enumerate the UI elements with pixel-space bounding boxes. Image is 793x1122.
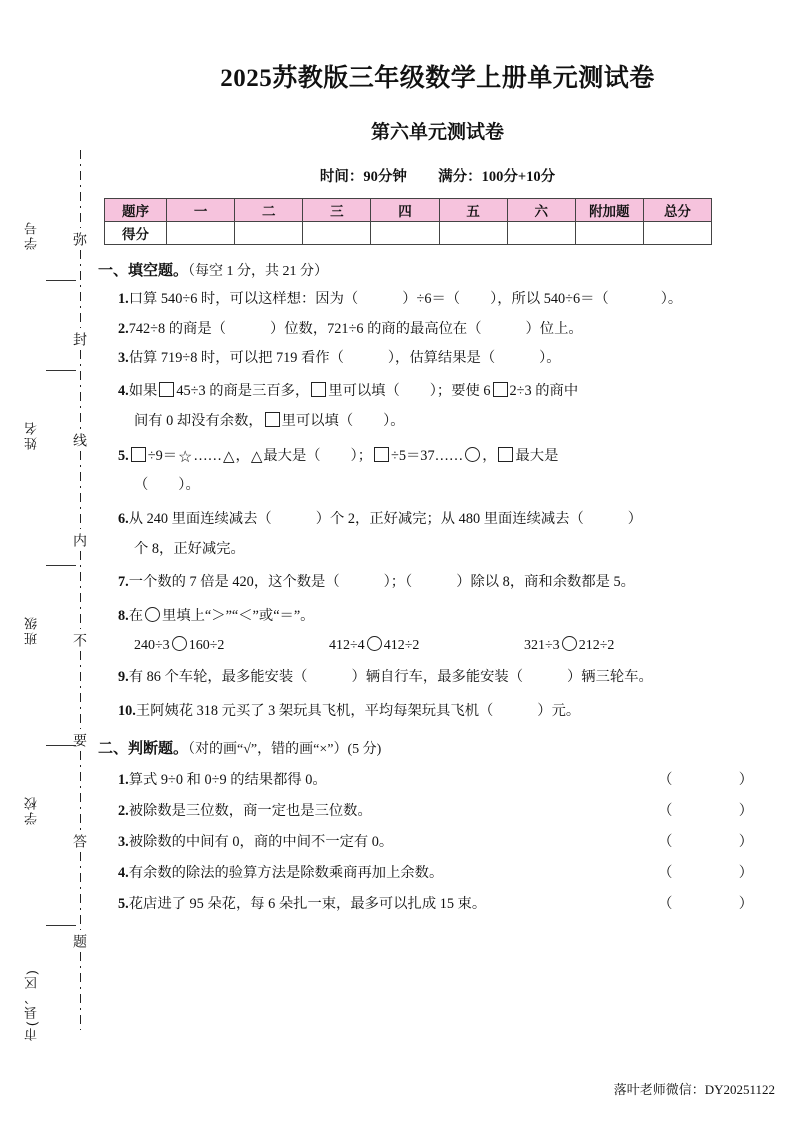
question-4-text-f: 间有 0 却没有余数，: [134, 412, 263, 429]
question-6-text-d: 个 8，正好减完。: [134, 540, 245, 557]
circle-icon[interactable]: [367, 636, 382, 651]
tf-item-2: [118, 800, 779, 820]
table-row-header: [105, 199, 712, 222]
seal-char-5: 要: [72, 733, 88, 748]
triangle-icon: △: [250, 448, 263, 465]
circle-icon: [465, 447, 480, 462]
question-5-text-a: ÷9＝: [147, 447, 178, 464]
comparison-3-left: 321÷3: [524, 637, 560, 653]
question-10: [118, 701, 779, 722]
question-1-text-d: ）。: [660, 291, 683, 307]
question-3-number: 3.: [118, 350, 129, 367]
section-heading-true-false: [98, 737, 779, 758]
section-two-title: 二、判断题。: [98, 741, 189, 758]
answer-box-icon[interactable]: [374, 447, 389, 462]
score-cell-4[interactable]: [371, 222, 439, 245]
student-info-labels: [22, 0, 56, 1122]
question-3-text-b: ），估算结果是（: [387, 350, 496, 367]
seal-char-3: 内: [72, 532, 88, 547]
tf-item-1-text: 算式 9÷0 和 0÷9 的结果都得 0。: [128, 772, 327, 789]
question-4-text-a: 如果: [128, 383, 158, 400]
question-5-text-g: ，: [482, 447, 497, 464]
tf-item-3: [118, 831, 779, 851]
section-two-points: （对的画“√”，错的画“×”）(5 分): [188, 742, 382, 758]
score-table-col-6: 六: [507, 199, 575, 222]
comparison-1-right: 160÷2: [188, 637, 225, 653]
question-4-line-1: [118, 381, 779, 402]
seal-label-shixianqu: 市(县、区): [24, 968, 39, 1042]
question-6-line-1: [118, 509, 779, 530]
score-table-col-bonus: 附加题: [575, 199, 643, 222]
score-cell-1[interactable]: [167, 222, 235, 245]
question-7-text-b: ）；（: [383, 574, 413, 591]
question-9-text-a: 有 86 个车轮，最多能安装（: [128, 668, 308, 685]
question-6-text-a: 从 240 里面连续减去（: [128, 511, 272, 528]
question-1-text-b: ）÷6＝（: [402, 291, 461, 307]
answer-box-icon[interactable]: [493, 382, 508, 397]
comparison-2-left: 412÷4: [329, 637, 365, 653]
sealing-dashed-line: [70, 150, 90, 1030]
seal-char-2: 线: [72, 432, 88, 447]
tf-item-1-answer[interactable]: （ ）: [658, 772, 779, 789]
time-limit-label: 时间：90分钟: [319, 169, 407, 185]
tf-item-5-answer[interactable]: （ ）: [658, 896, 779, 913]
question-8-text-b: 里填上“＞”“＜”或“＝”。: [162, 608, 315, 625]
answer-box-icon[interactable]: [131, 447, 146, 462]
question-5-text-d: 最大是（: [263, 447, 321, 464]
question-6-text-c: ）: [627, 511, 643, 528]
question-7: [118, 572, 779, 593]
seal-label-xuexiao: 学校: [24, 795, 39, 825]
seal-label-xuehao: 学号: [24, 220, 39, 250]
seal-char-1: 封: [72, 332, 88, 347]
section-heading-fill-blank: [98, 259, 779, 280]
question-3-text-c: ）。: [539, 350, 561, 367]
score-table-row-label-1: 得分: [105, 222, 167, 245]
exam-meta: [96, 144, 779, 186]
seal-char-4: 不: [72, 633, 88, 648]
score-table-col-1: 一: [167, 199, 235, 222]
tf-item-1: [118, 769, 779, 789]
comparison-2: [329, 636, 524, 654]
answer-box-icon[interactable]: [159, 382, 174, 397]
seal-label-xingming: 姓名: [24, 420, 39, 450]
question-9-number: 9.: [118, 668, 129, 685]
score-table-col-4: 四: [371, 199, 439, 222]
tf-item-3-text: 被除数的中间有 0，商的中间不一定有 0。: [128, 834, 394, 851]
tf-item-4-number: 4.: [118, 865, 129, 882]
question-6-number: 6.: [118, 511, 129, 528]
question-1-text-c: ），所以 540÷6＝（: [490, 291, 609, 307]
question-4-line-2: [134, 411, 779, 432]
question-8-number: 8.: [118, 608, 129, 625]
question-5-number: 5.: [118, 447, 129, 464]
score-cell-6[interactable]: [507, 222, 575, 245]
question-2: [118, 319, 779, 340]
footer-watermark: 落叶老师微信：DY20251122: [613, 1082, 775, 1097]
section-one-points: （每空 1 分，共 21 分）: [188, 264, 329, 279]
question-1: [118, 289, 779, 310]
question-5-text-b: ……: [193, 447, 222, 464]
question-8-text-a: 在: [128, 608, 144, 625]
question-5-text-e: ）；: [350, 447, 372, 464]
table-row-scores: [105, 222, 712, 245]
question-8-comparison-row: [134, 636, 779, 654]
score-table: [104, 198, 712, 245]
question-5-text-h: 最大是: [515, 447, 559, 464]
question-1-text-a: 口算 540÷6 时，可以这样想：因为（: [128, 291, 359, 307]
comparison-3: [524, 636, 719, 654]
question-7-text-c: ）除以 8，商和余数都是 5。: [456, 574, 635, 591]
tf-item-2-number: 2.: [118, 803, 129, 820]
tf-item-2-answer[interactable]: （ ）: [658, 803, 779, 820]
tf-item-3-answer[interactable]: （ ）: [658, 834, 779, 851]
question-3-text-a: 估算 719÷8 时，可以把 719 看作（: [128, 350, 344, 367]
question-4-text-c: 里可以填（: [328, 383, 400, 400]
score-table-row-label-0: 题序: [105, 199, 167, 222]
question-9-text-c: ）辆三轮车。: [567, 668, 653, 685]
question-10-text-b: ）元。: [537, 702, 581, 719]
star-icon: ☆: [178, 448, 193, 466]
seal-label-banji: 班级: [24, 615, 39, 645]
question-5-text-i: （: [134, 477, 149, 494]
answer-box-icon[interactable]: [311, 382, 326, 397]
question-2-text-a: 742÷8 的商是（: [128, 320, 226, 337]
question-2-text-b: ）位数，721÷6 的商的最高位在（: [269, 320, 482, 337]
tf-item-4: [118, 862, 779, 882]
comparison-3-right: 212÷2: [578, 637, 615, 653]
score-cell-3[interactable]: [303, 222, 371, 245]
section-one-title: 一、填空题。: [98, 263, 189, 279]
seal-char-7: 题: [72, 933, 88, 948]
question-8: [118, 606, 779, 627]
circle-icon: [145, 607, 160, 622]
full-score-label: 满分：100分+10分: [438, 169, 556, 185]
question-4-text-e: 2÷3 的商中: [509, 383, 579, 400]
question-4-text-b: 45÷3 的商是三百多，: [176, 383, 310, 400]
tf-item-4-text: 有余数的除法的验算方法是除数乘商再加上余数。: [128, 865, 444, 882]
page-title: 2025苏教版三年级数学上册单元测试卷: [220, 65, 655, 92]
tf-item-5-text: 花店进了 95 朵花，每 6 朵扎一束，最多可以扎成 15 束。: [128, 896, 487, 913]
score-cell-bonus[interactable]: [575, 222, 643, 245]
answer-box-icon[interactable]: [265, 412, 280, 427]
test-paper-body: [96, 0, 793, 1122]
circle-icon[interactable]: [562, 636, 577, 651]
question-4-number: 4.: [118, 383, 129, 400]
question-7-text-a: 一个数的 7 倍是 420，这个数是（: [128, 574, 340, 591]
answer-box-icon[interactable]: [498, 447, 513, 462]
tf-item-5-number: 5.: [118, 896, 129, 913]
question-7-number: 7.: [118, 574, 129, 591]
tf-item-2-text: 被除数是三位数，商一定也是三位数。: [128, 803, 372, 820]
question-1-number: 1.: [118, 291, 129, 307]
question-9-text-b: ）辆自行车，最多能安装（: [351, 668, 524, 685]
score-cell-total[interactable]: [643, 222, 711, 245]
triangle-icon: △: [222, 448, 235, 465]
score-cell-5[interactable]: [439, 222, 507, 245]
comparison-2-right: 412÷2: [383, 637, 420, 653]
question-2-text-c: ）位上。: [525, 320, 583, 337]
comparison-1-left: 240÷3: [134, 637, 170, 653]
question-5-text-c: ，: [235, 447, 250, 464]
score-cell-2[interactable]: [235, 222, 303, 245]
question-3: [118, 348, 779, 369]
seal-char-6: 答: [72, 833, 88, 848]
question-10-text-a: 王阿姨花 318 元买了 3 架玩具飞机，平均每架玩具飞机（: [135, 702, 494, 719]
question-10-number: 10.: [118, 702, 136, 719]
comparison-1: [134, 636, 329, 654]
question-5-text-j: ）。: [178, 477, 200, 494]
question-6-line-2: [134, 539, 779, 560]
question-4-text-g: 里可以填（: [281, 412, 354, 429]
question-5-line-1: [118, 446, 779, 467]
question-6-text-b: ）个 2，正好减完；从 480 里面连续减去（: [315, 511, 584, 528]
question-5-line-2: [134, 475, 779, 496]
score-table-col-5: 五: [439, 199, 507, 222]
question-9: [118, 667, 779, 688]
question-4-text-d: ）；要使 6: [429, 383, 491, 400]
tf-item-1-number: 1.: [118, 772, 129, 789]
page-subtitle: 第六单元测试卷: [370, 122, 504, 143]
score-table-col-3: 三: [303, 199, 371, 222]
question-4-text-h: ）。: [383, 412, 405, 429]
question-5-text-f: ÷5＝37……: [391, 447, 464, 464]
tf-item-4-answer[interactable]: （ ）: [658, 865, 779, 882]
score-table-col-2: 二: [235, 199, 303, 222]
circle-icon[interactable]: [172, 636, 187, 651]
score-table-col-total: 总分: [643, 199, 711, 222]
tf-item-3-number: 3.: [118, 834, 129, 851]
seal-char-0: 弥: [72, 232, 88, 247]
tf-item-5: [118, 893, 779, 913]
sealing-margin: [0, 0, 96, 1122]
question-2-number: 2.: [118, 320, 129, 337]
